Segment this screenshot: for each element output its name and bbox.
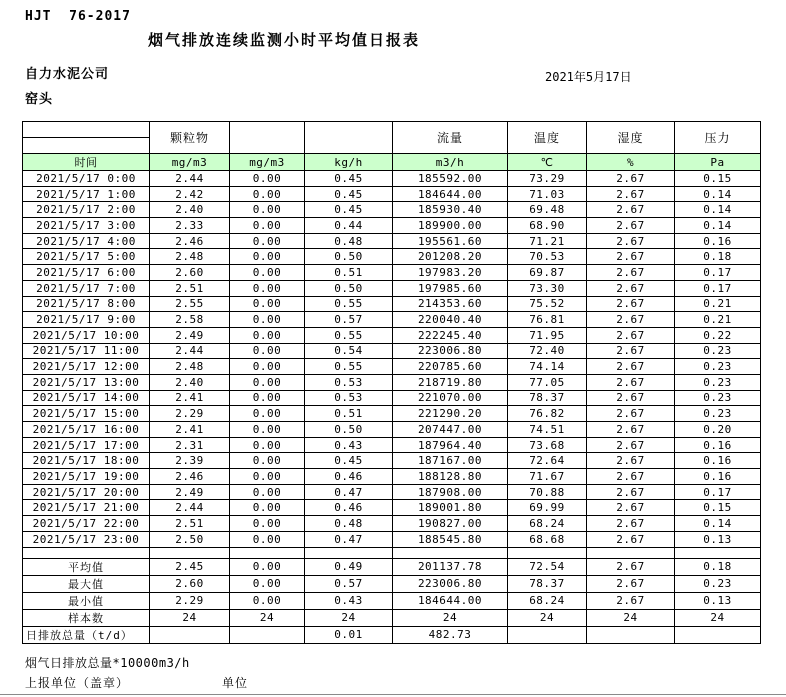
- table-cell: 0.53: [305, 374, 393, 390]
- unit-mg-m3-a: mg/m3: [150, 154, 230, 171]
- row-time-cell: 2021/5/17 7:00: [23, 280, 150, 296]
- spacer-cell: [230, 547, 305, 558]
- table-cell: 2.67: [587, 592, 675, 609]
- table-cell: 2.45: [150, 558, 230, 575]
- table-cell: 0.00: [230, 531, 305, 547]
- table-cell: 0.16: [675, 437, 761, 453]
- table-cell: 0.00: [230, 265, 305, 281]
- table-cell: 2.67: [587, 249, 675, 265]
- table-cell: 0.17: [675, 484, 761, 500]
- column-header-flow: 流量: [393, 122, 508, 154]
- table-cell: 77.05: [508, 374, 587, 390]
- table-cell: 2.67: [587, 296, 675, 312]
- table-cell: 0.47: [305, 484, 393, 500]
- table-cell: 2.41: [150, 390, 230, 406]
- table-row: [23, 359, 761, 375]
- table-cell: 0.53: [305, 390, 393, 406]
- summary-row-label: 最小值: [23, 592, 150, 609]
- table-cell: 0.57: [305, 575, 393, 592]
- table-cell: 0.43: [305, 592, 393, 609]
- row-time-cell: 2021/5/17 4:00: [23, 233, 150, 249]
- spacer-cell: [150, 547, 230, 558]
- table-cell: 2.50: [150, 531, 230, 547]
- table-cell: 2.29: [150, 406, 230, 422]
- table-cell: 482.73: [393, 626, 508, 643]
- table-cell: 189900.00: [393, 218, 508, 234]
- table-cell: 2.67: [587, 171, 675, 187]
- footer-note: 烟气日排放总量*10000m3/h: [25, 656, 190, 670]
- group-header-row: [23, 122, 761, 138]
- table-cell: 24: [508, 609, 587, 626]
- table-cell: 0.00: [230, 171, 305, 187]
- table-cell: 220040.40: [393, 312, 508, 328]
- table-cell: 0.00: [230, 186, 305, 202]
- row-time-cell: 2021/5/17 20:00: [23, 484, 150, 500]
- table-cell: 2.67: [587, 437, 675, 453]
- unit-label: 单位: [222, 676, 249, 690]
- unit-pa: Pa: [675, 154, 761, 171]
- table-cell: 2.67: [587, 484, 675, 500]
- table-cell: 188128.80: [393, 469, 508, 485]
- table-cell: 2.67: [587, 374, 675, 390]
- table-cell: 0.50: [305, 280, 393, 296]
- table-cell: 72.64: [508, 453, 587, 469]
- table-row: [23, 202, 761, 218]
- table-cell: 2.51: [150, 280, 230, 296]
- spacer-cell: [305, 547, 393, 558]
- table-cell: 0.46: [305, 469, 393, 485]
- table-cell: 223006.80: [393, 343, 508, 359]
- table-cell: 76.81: [508, 312, 587, 328]
- table-cell: 0.14: [675, 202, 761, 218]
- table-cell: 201137.78: [393, 558, 508, 575]
- table-cell: 2.40: [150, 374, 230, 390]
- table-cell: 0.54: [305, 343, 393, 359]
- table-cell: 0.00: [230, 437, 305, 453]
- table-cell: 68.24: [508, 592, 587, 609]
- report-table: [22, 121, 761, 644]
- table-cell: 0.17: [675, 265, 761, 281]
- summary-row-label: 平均值: [23, 558, 150, 575]
- summary-row: [23, 592, 761, 609]
- table-cell: 2.48: [150, 359, 230, 375]
- table-row: [23, 233, 761, 249]
- table-cell: 2.51: [150, 516, 230, 532]
- row-time-cell: 2021/5/17 5:00: [23, 249, 150, 265]
- table-cell: 0.18: [675, 558, 761, 575]
- table-row: [23, 469, 761, 485]
- row-time-cell: 2021/5/17 17:00: [23, 437, 150, 453]
- table-cell: 0.21: [675, 312, 761, 328]
- table-cell: 0.46: [305, 500, 393, 516]
- table-cell: 76.82: [508, 406, 587, 422]
- table-cell: 2.67: [587, 390, 675, 406]
- table-cell: 72.40: [508, 343, 587, 359]
- table-cell: 71.21: [508, 233, 587, 249]
- table-cell: 214353.60: [393, 296, 508, 312]
- table-cell: 2.67: [587, 575, 675, 592]
- table-cell: 0.23: [675, 374, 761, 390]
- table-row: [23, 531, 761, 547]
- table-row: [23, 249, 761, 265]
- table-cell: 2.67: [587, 453, 675, 469]
- table-cell: 24: [587, 609, 675, 626]
- table-cell: 0.00: [230, 575, 305, 592]
- table-cell: 0.23: [675, 390, 761, 406]
- table-cell: 223006.80: [393, 575, 508, 592]
- spacer-row: [23, 547, 761, 558]
- table-cell: 0.45: [305, 453, 393, 469]
- row-time-cell: 2021/5/17 23:00: [23, 531, 150, 547]
- table-cell: 0.45: [305, 186, 393, 202]
- table-cell: 0.00: [230, 374, 305, 390]
- table-cell: 220785.60: [393, 359, 508, 375]
- column-header-humidity: 湿度: [587, 122, 675, 154]
- table-cell: 24: [675, 609, 761, 626]
- table-cell: 2.41: [150, 422, 230, 438]
- table-cell: 72.54: [508, 558, 587, 575]
- table-cell: 190827.00: [393, 516, 508, 532]
- table-cell: 0.15: [675, 500, 761, 516]
- table-cell: 24: [150, 609, 230, 626]
- table-cell: 70.53: [508, 249, 587, 265]
- row-time-cell: 2021/5/17 9:00: [23, 312, 150, 328]
- row-time-cell: 2021/5/17 15:00: [23, 406, 150, 422]
- table-cell: 185930.40: [393, 202, 508, 218]
- table-cell: 0.16: [675, 233, 761, 249]
- table-cell: 2.60: [150, 265, 230, 281]
- table-row: [23, 453, 761, 469]
- table-cell: 0.55: [305, 327, 393, 343]
- spacer-cell: [393, 547, 508, 558]
- row-time-cell: 2021/5/17 18:00: [23, 453, 150, 469]
- table-cell: 2.67: [587, 558, 675, 575]
- table-row: [23, 484, 761, 500]
- table-cell: 2.42: [150, 186, 230, 202]
- table-cell: 74.51: [508, 422, 587, 438]
- summary-row: [23, 575, 761, 592]
- table-cell: 0.00: [230, 202, 305, 218]
- table-cell: 2.67: [587, 202, 675, 218]
- table-cell: [230, 626, 305, 643]
- unit-celsius: ℃: [508, 154, 587, 171]
- table-cell: 69.99: [508, 500, 587, 516]
- table-cell: 0.14: [675, 186, 761, 202]
- summary-row: [23, 626, 761, 643]
- table-cell: 68.24: [508, 516, 587, 532]
- table-cell: 0.55: [305, 296, 393, 312]
- table-cell: 24: [305, 609, 393, 626]
- row-time-cell: 2021/5/17 8:00: [23, 296, 150, 312]
- table-cell: 68.90: [508, 218, 587, 234]
- table-cell: 2.46: [150, 469, 230, 485]
- table-cell: 2.67: [587, 327, 675, 343]
- table-cell: 207447.00: [393, 422, 508, 438]
- table-cell: 188545.80: [393, 531, 508, 547]
- spacer-cell: [23, 547, 150, 558]
- table-cell: 71.67: [508, 469, 587, 485]
- table-cell: 2.40: [150, 202, 230, 218]
- table-cell: 0.16: [675, 469, 761, 485]
- table-cell: 0.00: [230, 453, 305, 469]
- table-cell: 0.00: [230, 406, 305, 422]
- table-cell: 0.00: [230, 516, 305, 532]
- column-header-particulate: 颗粒物: [150, 122, 230, 154]
- table-cell: 0.22: [675, 327, 761, 343]
- table-cell: 69.87: [508, 265, 587, 281]
- summary-row: [23, 558, 761, 575]
- spacer-cell: [675, 547, 761, 558]
- table-cell: 75.52: [508, 296, 587, 312]
- table-row: [23, 265, 761, 281]
- page-title: 烟气排放连续监测小时平均值日报表: [148, 31, 421, 49]
- table-cell: 2.67: [587, 186, 675, 202]
- row-time-cell: 2021/5/17 14:00: [23, 390, 150, 406]
- table-row: [23, 327, 761, 343]
- table-cell: 0.45: [305, 171, 393, 187]
- row-time-cell: 2021/5/17 11:00: [23, 343, 150, 359]
- table-cell: 195561.60: [393, 233, 508, 249]
- summary-row-label: 样本数: [23, 609, 150, 626]
- column-header-pressure: 压力: [675, 122, 761, 154]
- table-cell: 0.00: [230, 343, 305, 359]
- table-cell: 74.14: [508, 359, 587, 375]
- table-cell: 0.16: [675, 453, 761, 469]
- table-cell: 222245.40: [393, 327, 508, 343]
- unit-header-row: [23, 154, 761, 171]
- table-cell: 2.31: [150, 437, 230, 453]
- table-cell: 0.51: [305, 265, 393, 281]
- table-cell: 0.00: [230, 500, 305, 516]
- row-time-cell: 2021/5/17 10:00: [23, 327, 150, 343]
- table-cell: 0.00: [230, 469, 305, 485]
- table-cell: 0.00: [230, 312, 305, 328]
- table-cell: 0.14: [675, 218, 761, 234]
- unit-kg-h: kg/h: [305, 154, 393, 171]
- table-cell: 73.29: [508, 171, 587, 187]
- table-cell: 2.67: [587, 218, 675, 234]
- table-cell: 2.67: [587, 359, 675, 375]
- table-cell: 2.67: [587, 531, 675, 547]
- table-cell: 0.13: [675, 531, 761, 547]
- report-date: 2021年5月17日: [545, 70, 632, 84]
- report-unit-label: 上报单位（盖章）: [25, 676, 130, 690]
- table-cell: 2.67: [587, 516, 675, 532]
- table-cell: 221070.00: [393, 390, 508, 406]
- row-time-cell: 2021/5/17 6:00: [23, 265, 150, 281]
- row-time-cell: 2021/5/17 13:00: [23, 374, 150, 390]
- table-cell: 0.00: [230, 558, 305, 575]
- table-cell: 184644.00: [393, 592, 508, 609]
- table-row: [23, 437, 761, 453]
- table-row: [23, 516, 761, 532]
- table-cell: 0.50: [305, 249, 393, 265]
- table-cell: 187167.00: [393, 453, 508, 469]
- table-cell: 0.48: [305, 233, 393, 249]
- table-cell: 2.67: [587, 469, 675, 485]
- table-cell: 201208.20: [393, 249, 508, 265]
- summary-row-label: 最大值: [23, 575, 150, 592]
- table-cell: 0.00: [230, 280, 305, 296]
- table-cell: 0.00: [230, 296, 305, 312]
- table-cell: 71.03: [508, 186, 587, 202]
- table-cell: 70.88: [508, 484, 587, 500]
- time-header-upper-cell: [23, 122, 150, 138]
- monitoring-point-label: 窑头: [25, 92, 54, 107]
- table-cell: 184644.00: [393, 186, 508, 202]
- table-cell: 0.47: [305, 531, 393, 547]
- row-time-cell: 2021/5/17 19:00: [23, 469, 150, 485]
- table-cell: [508, 626, 587, 643]
- table-cell: 2.33: [150, 218, 230, 234]
- row-time-cell: 2021/5/17 0:00: [23, 171, 150, 187]
- table-cell: 2.46: [150, 233, 230, 249]
- table-cell: 2.67: [587, 280, 675, 296]
- table-cell: 0.00: [230, 484, 305, 500]
- table-cell: 24: [230, 609, 305, 626]
- table-cell: 2.49: [150, 327, 230, 343]
- table-cell: 2.67: [587, 343, 675, 359]
- unit-percent: %: [587, 154, 675, 171]
- table-cell: 197983.20: [393, 265, 508, 281]
- summary-row-label: 日排放总量（t/d）: [23, 626, 150, 643]
- table-row: [23, 296, 761, 312]
- row-time-cell: 2021/5/17 1:00: [23, 186, 150, 202]
- table-cell: 218719.80: [393, 374, 508, 390]
- table-cell: 2.29: [150, 592, 230, 609]
- table-cell: 2.44: [150, 500, 230, 516]
- table-row: [23, 312, 761, 328]
- table-cell: 0.00: [230, 359, 305, 375]
- table-cell: 189001.80: [393, 500, 508, 516]
- table-cell: 0.50: [305, 422, 393, 438]
- company-name: 自力水泥公司: [25, 67, 110, 82]
- table-cell: 2.67: [587, 500, 675, 516]
- row-time-cell: 2021/5/17 21:00: [23, 500, 150, 516]
- table-cell: 2.67: [587, 422, 675, 438]
- table-row: [23, 343, 761, 359]
- row-time-cell: 2021/5/17 16:00: [23, 422, 150, 438]
- row-time-cell: 2021/5/17 12:00: [23, 359, 150, 375]
- table-cell: 2.67: [587, 233, 675, 249]
- table-cell: 0.13: [675, 592, 761, 609]
- unit-m3-h: m3/h: [393, 154, 508, 171]
- table-cell: 2.67: [587, 406, 675, 422]
- table-cell: [587, 626, 675, 643]
- column-header-temperature: 温度: [508, 122, 587, 154]
- table-cell: 2.49: [150, 484, 230, 500]
- table-cell: 187964.40: [393, 437, 508, 453]
- table-cell: 73.68: [508, 437, 587, 453]
- row-time-cell: 2021/5/17 2:00: [23, 202, 150, 218]
- spacer-cell: [587, 547, 675, 558]
- table-cell: 0.43: [305, 437, 393, 453]
- table-row: [23, 218, 761, 234]
- table-cell: 0.14: [675, 516, 761, 532]
- table-cell: 24: [393, 609, 508, 626]
- table-cell: 0.51: [305, 406, 393, 422]
- table-cell: 2.44: [150, 343, 230, 359]
- summary-row: [23, 609, 761, 626]
- table-row: [23, 280, 761, 296]
- table-cell: 78.37: [508, 575, 587, 592]
- table-row: [23, 390, 761, 406]
- time-header-lower-cell: [23, 138, 150, 154]
- table-cell: 78.37: [508, 390, 587, 406]
- row-time-cell: 2021/5/17 3:00: [23, 218, 150, 234]
- table-cell: 0.55: [305, 359, 393, 375]
- table-cell: 71.95: [508, 327, 587, 343]
- table-cell: 0.23: [675, 575, 761, 592]
- table-row: [23, 171, 761, 187]
- table-cell: 68.68: [508, 531, 587, 547]
- table-cell: 0.44: [305, 218, 393, 234]
- table-cell: 2.39: [150, 453, 230, 469]
- table-cell: 73.30: [508, 280, 587, 296]
- table-cell: 197985.60: [393, 280, 508, 296]
- table-row: [23, 186, 761, 202]
- table-cell: 0.20: [675, 422, 761, 438]
- table-cell: 2.67: [587, 312, 675, 328]
- table-cell: 2.44: [150, 171, 230, 187]
- table-cell: 221290.20: [393, 406, 508, 422]
- table-row: [23, 406, 761, 422]
- table-cell: [150, 626, 230, 643]
- table-cell: 2.67: [587, 265, 675, 281]
- table-cell: 0.45: [305, 202, 393, 218]
- table-cell: 0.23: [675, 359, 761, 375]
- table-cell: 0.00: [230, 249, 305, 265]
- table-cell: 0.21: [675, 296, 761, 312]
- unit-mg-m3-b: mg/m3: [230, 154, 305, 171]
- table-cell: 0.57: [305, 312, 393, 328]
- table-cell: 0.15: [675, 171, 761, 187]
- doc-standard-code: HJT 76-2017: [25, 9, 131, 24]
- table-cell: 0.00: [230, 390, 305, 406]
- table-cell: 69.48: [508, 202, 587, 218]
- table-cell: 187908.00: [393, 484, 508, 500]
- column-header-empty-1: [230, 122, 305, 154]
- table-cell: 0.23: [675, 343, 761, 359]
- table-row: [23, 500, 761, 516]
- table-cell: 0.17: [675, 280, 761, 296]
- table-cell: 0.49: [305, 558, 393, 575]
- row-time-cell: 2021/5/17 22:00: [23, 516, 150, 532]
- table-cell: 2.58: [150, 312, 230, 328]
- table-cell: 0.00: [230, 233, 305, 249]
- table-cell: 0.18: [675, 249, 761, 265]
- time-column-header: 时间: [23, 154, 150, 171]
- table-row: [23, 422, 761, 438]
- table-cell: 2.60: [150, 575, 230, 592]
- table-cell: [675, 626, 761, 643]
- table-cell: 0.01: [305, 626, 393, 643]
- bottom-divider: [0, 694, 786, 695]
- table-row: [23, 374, 761, 390]
- table-cell: 2.55: [150, 296, 230, 312]
- table-cell: 0.00: [230, 218, 305, 234]
- spacer-cell: [508, 547, 587, 558]
- table-cell: 0.00: [230, 327, 305, 343]
- table-cell: 185592.00: [393, 171, 508, 187]
- column-header-empty-2: [305, 122, 393, 154]
- table-cell: 2.48: [150, 249, 230, 265]
- table-cell: 0.00: [230, 422, 305, 438]
- table-cell: 0.23: [675, 406, 761, 422]
- table-cell: 0.48: [305, 516, 393, 532]
- table-cell: 0.00: [230, 592, 305, 609]
